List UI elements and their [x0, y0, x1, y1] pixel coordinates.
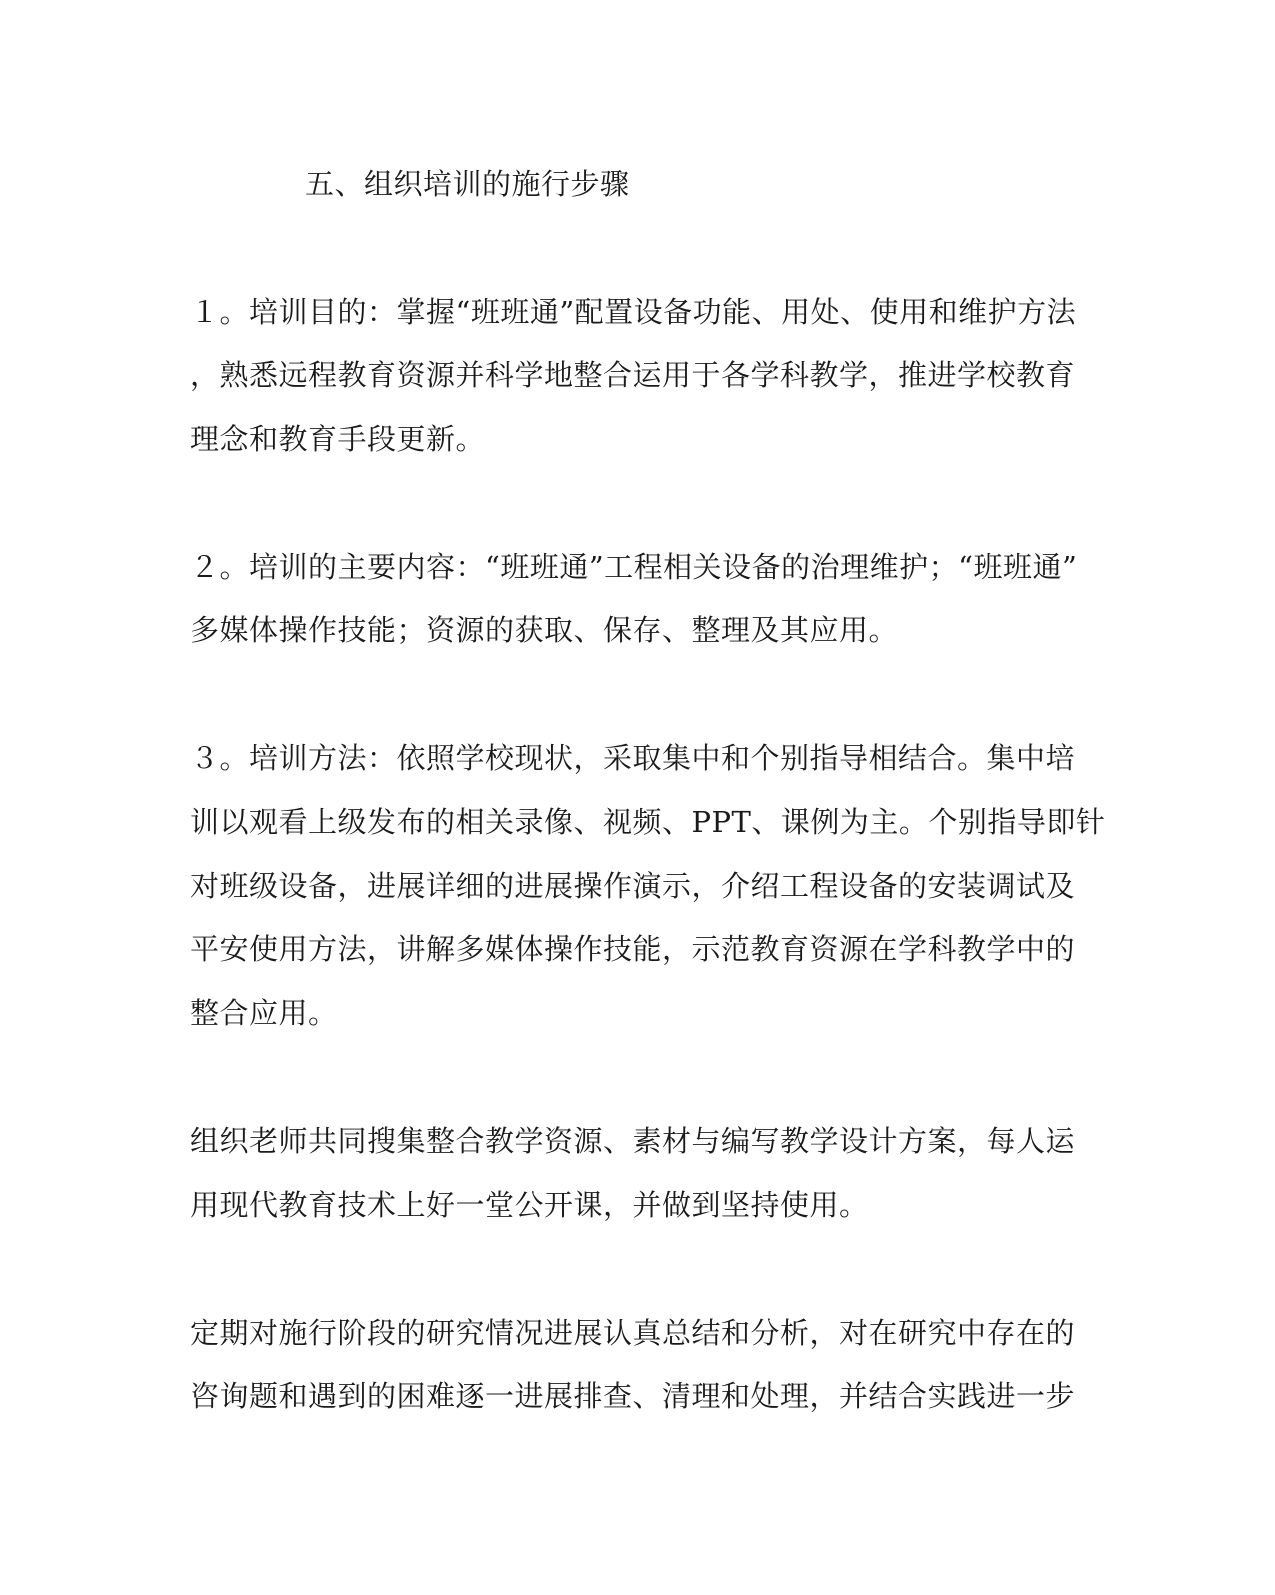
paragraph-line: 咨询题和遇到的困难逐一进展排查、清理和处理，并结合实践进一步: [190, 1379, 1076, 1413]
paragraph-line: ２。培训的主要内容：“班班通”工程相关设备的治理维护；“班班通”: [190, 550, 1078, 584]
paragraph-line: 多媒体操作技能；资源的获取、保存、整理及其应用。: [190, 613, 899, 647]
paragraph-line: 整合应用。: [190, 996, 338, 1030]
paragraph-line: 理念和教育手段更新。: [190, 422, 486, 456]
paragraph-line: 对班级设备，进展详细的进展操作演示，介绍工程设备的安装调试及: [190, 869, 1076, 903]
paragraph-line: ３。培训方法：依照学校现状，采取集中和个别指导相结合。集中培: [190, 741, 1076, 775]
paragraph-line: 用现代教育技术上好一堂公开课，并做到坚持使用。: [190, 1188, 869, 1222]
paragraph-line: 训以观看上级发布的相关录像、视频、PPT、课例为主。个别指导即针: [190, 805, 1106, 839]
paragraph-line: 平安使用方法，讲解多媒体操作技能，示范教育资源在学科教学中的: [190, 932, 1076, 966]
paragraph-line: 定期对施行阶段的研究情况进展认真总结和分析，对在研究中存在的: [190, 1316, 1076, 1350]
section-heading: 五、组织培训的施行步骤: [305, 167, 630, 201]
paragraph-line: ，熟悉远程教育资源并科学地整合运用于各学科教学，推进学校教育: [190, 358, 1076, 392]
paragraph-line: １。培训目的：掌握“班班通”配置设备功能、用处、使用和维护方法: [190, 295, 1077, 329]
paragraph-line: 组织老师共同搜集整合教学资源、素材与编写教学设计方案，每人运: [190, 1124, 1076, 1158]
